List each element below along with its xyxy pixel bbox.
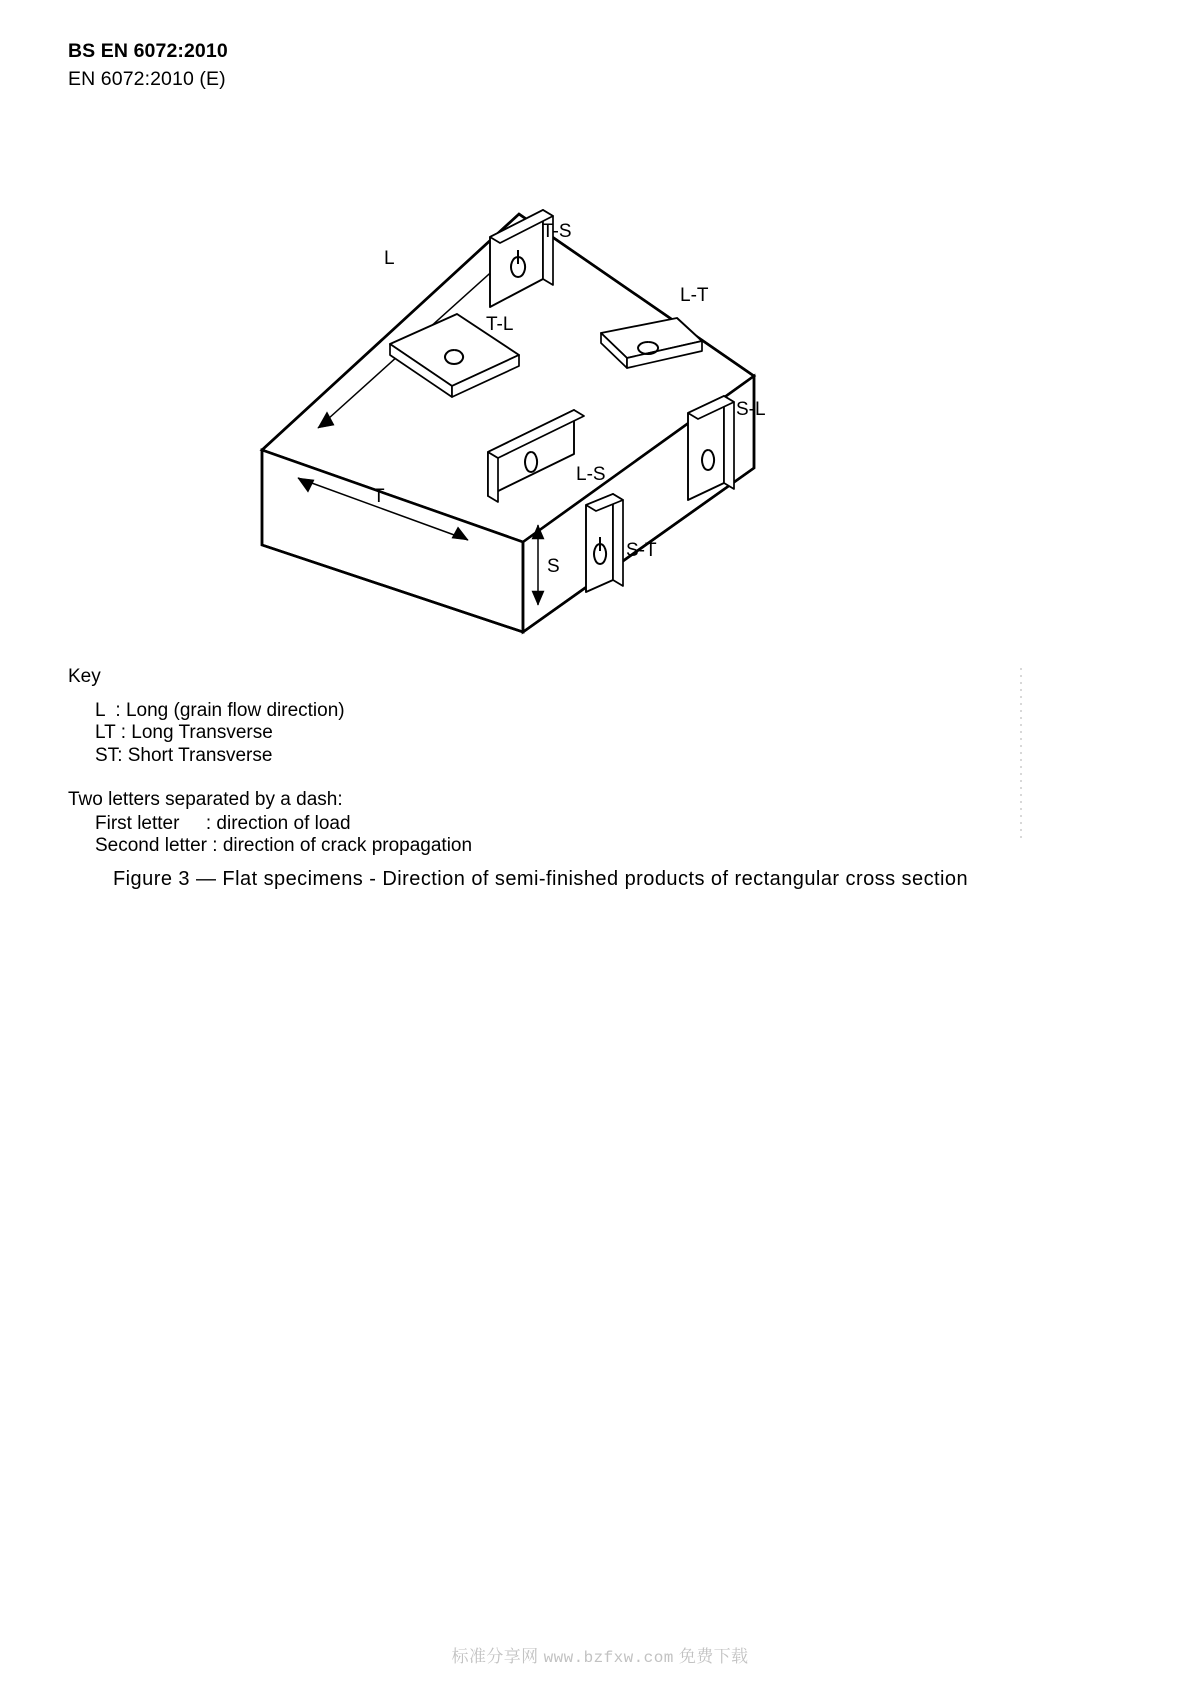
key-entry-l: [95, 700, 768, 722]
key-entry-l-separator: :: [115, 700, 126, 721]
key-entry-st: [95, 745, 768, 767]
two-letter-second-description: direction of crack propagation: [222, 835, 473, 857]
document-header: [68, 38, 228, 93]
key-section: [68, 666, 768, 857]
two-letter-first-separator: :: [205, 812, 217, 834]
two-letter-second-separator: :: [212, 835, 223, 857]
two-letter-rule-title: Two letters separated by a dash:: [68, 789, 343, 811]
dimension-label-S: S: [547, 556, 560, 577]
key-entry-st-separator: :: [117, 744, 128, 766]
key-entry-list: [68, 700, 768, 767]
scan-artifact-dotted-rule: [1020, 668, 1022, 840]
watermark-tagline: 免费下载: [678, 1647, 749, 1666]
key-entry-lt: [95, 722, 768, 744]
isometric-block-diagram: [246, 200, 806, 650]
dimension-label-L: L: [384, 248, 395, 269]
standard-reference: EN 6072:2010 (E): [68, 67, 226, 90]
standard-number: BS EN 6072:2010: [68, 40, 228, 62]
key-entry-st-description: Short Transverse: [127, 744, 273, 766]
specimen-label-TS: T-S: [542, 221, 572, 242]
specimen-label-LT: L-T: [680, 285, 709, 306]
two-letter-first-label: First letter: [95, 812, 206, 834]
key-entry-l-description: Long (grain flow direction): [125, 700, 345, 721]
specimen-label-LS: L-S: [576, 464, 606, 485]
two-letter-first-description: direction of load: [216, 812, 351, 834]
dimension-label-T: T: [373, 486, 385, 507]
watermark-site-name: 标准分享网: [451, 1647, 539, 1666]
figure-caption: Figure 3 — Flat specimens - Direction of semi-finished products of rectangular cross section: [113, 868, 969, 890]
watermark-site-url: www.bzfxw.com: [543, 1649, 674, 1667]
two-letter-second: [95, 835, 768, 857]
key-entry-lt-separator: :: [120, 722, 132, 744]
key-title: Key: [68, 666, 101, 687]
key-entry-lt-description: Long Transverse: [131, 722, 273, 744]
two-letter-first: [95, 813, 768, 835]
figure-3-illustration: [246, 200, 806, 650]
key-entry-lt-code: LT: [95, 722, 121, 744]
two-letter-second-label: Second letter: [95, 835, 213, 857]
footer-watermark: [0, 1642, 1200, 1667]
key-entry-l-code: L: [95, 700, 116, 721]
specimen-label-TL: T-L: [486, 314, 514, 335]
specimen-label-ST: S-T: [626, 540, 657, 561]
key-entry-st-code: ST: [95, 744, 118, 766]
specimen-label-SL: S-L: [736, 399, 766, 420]
